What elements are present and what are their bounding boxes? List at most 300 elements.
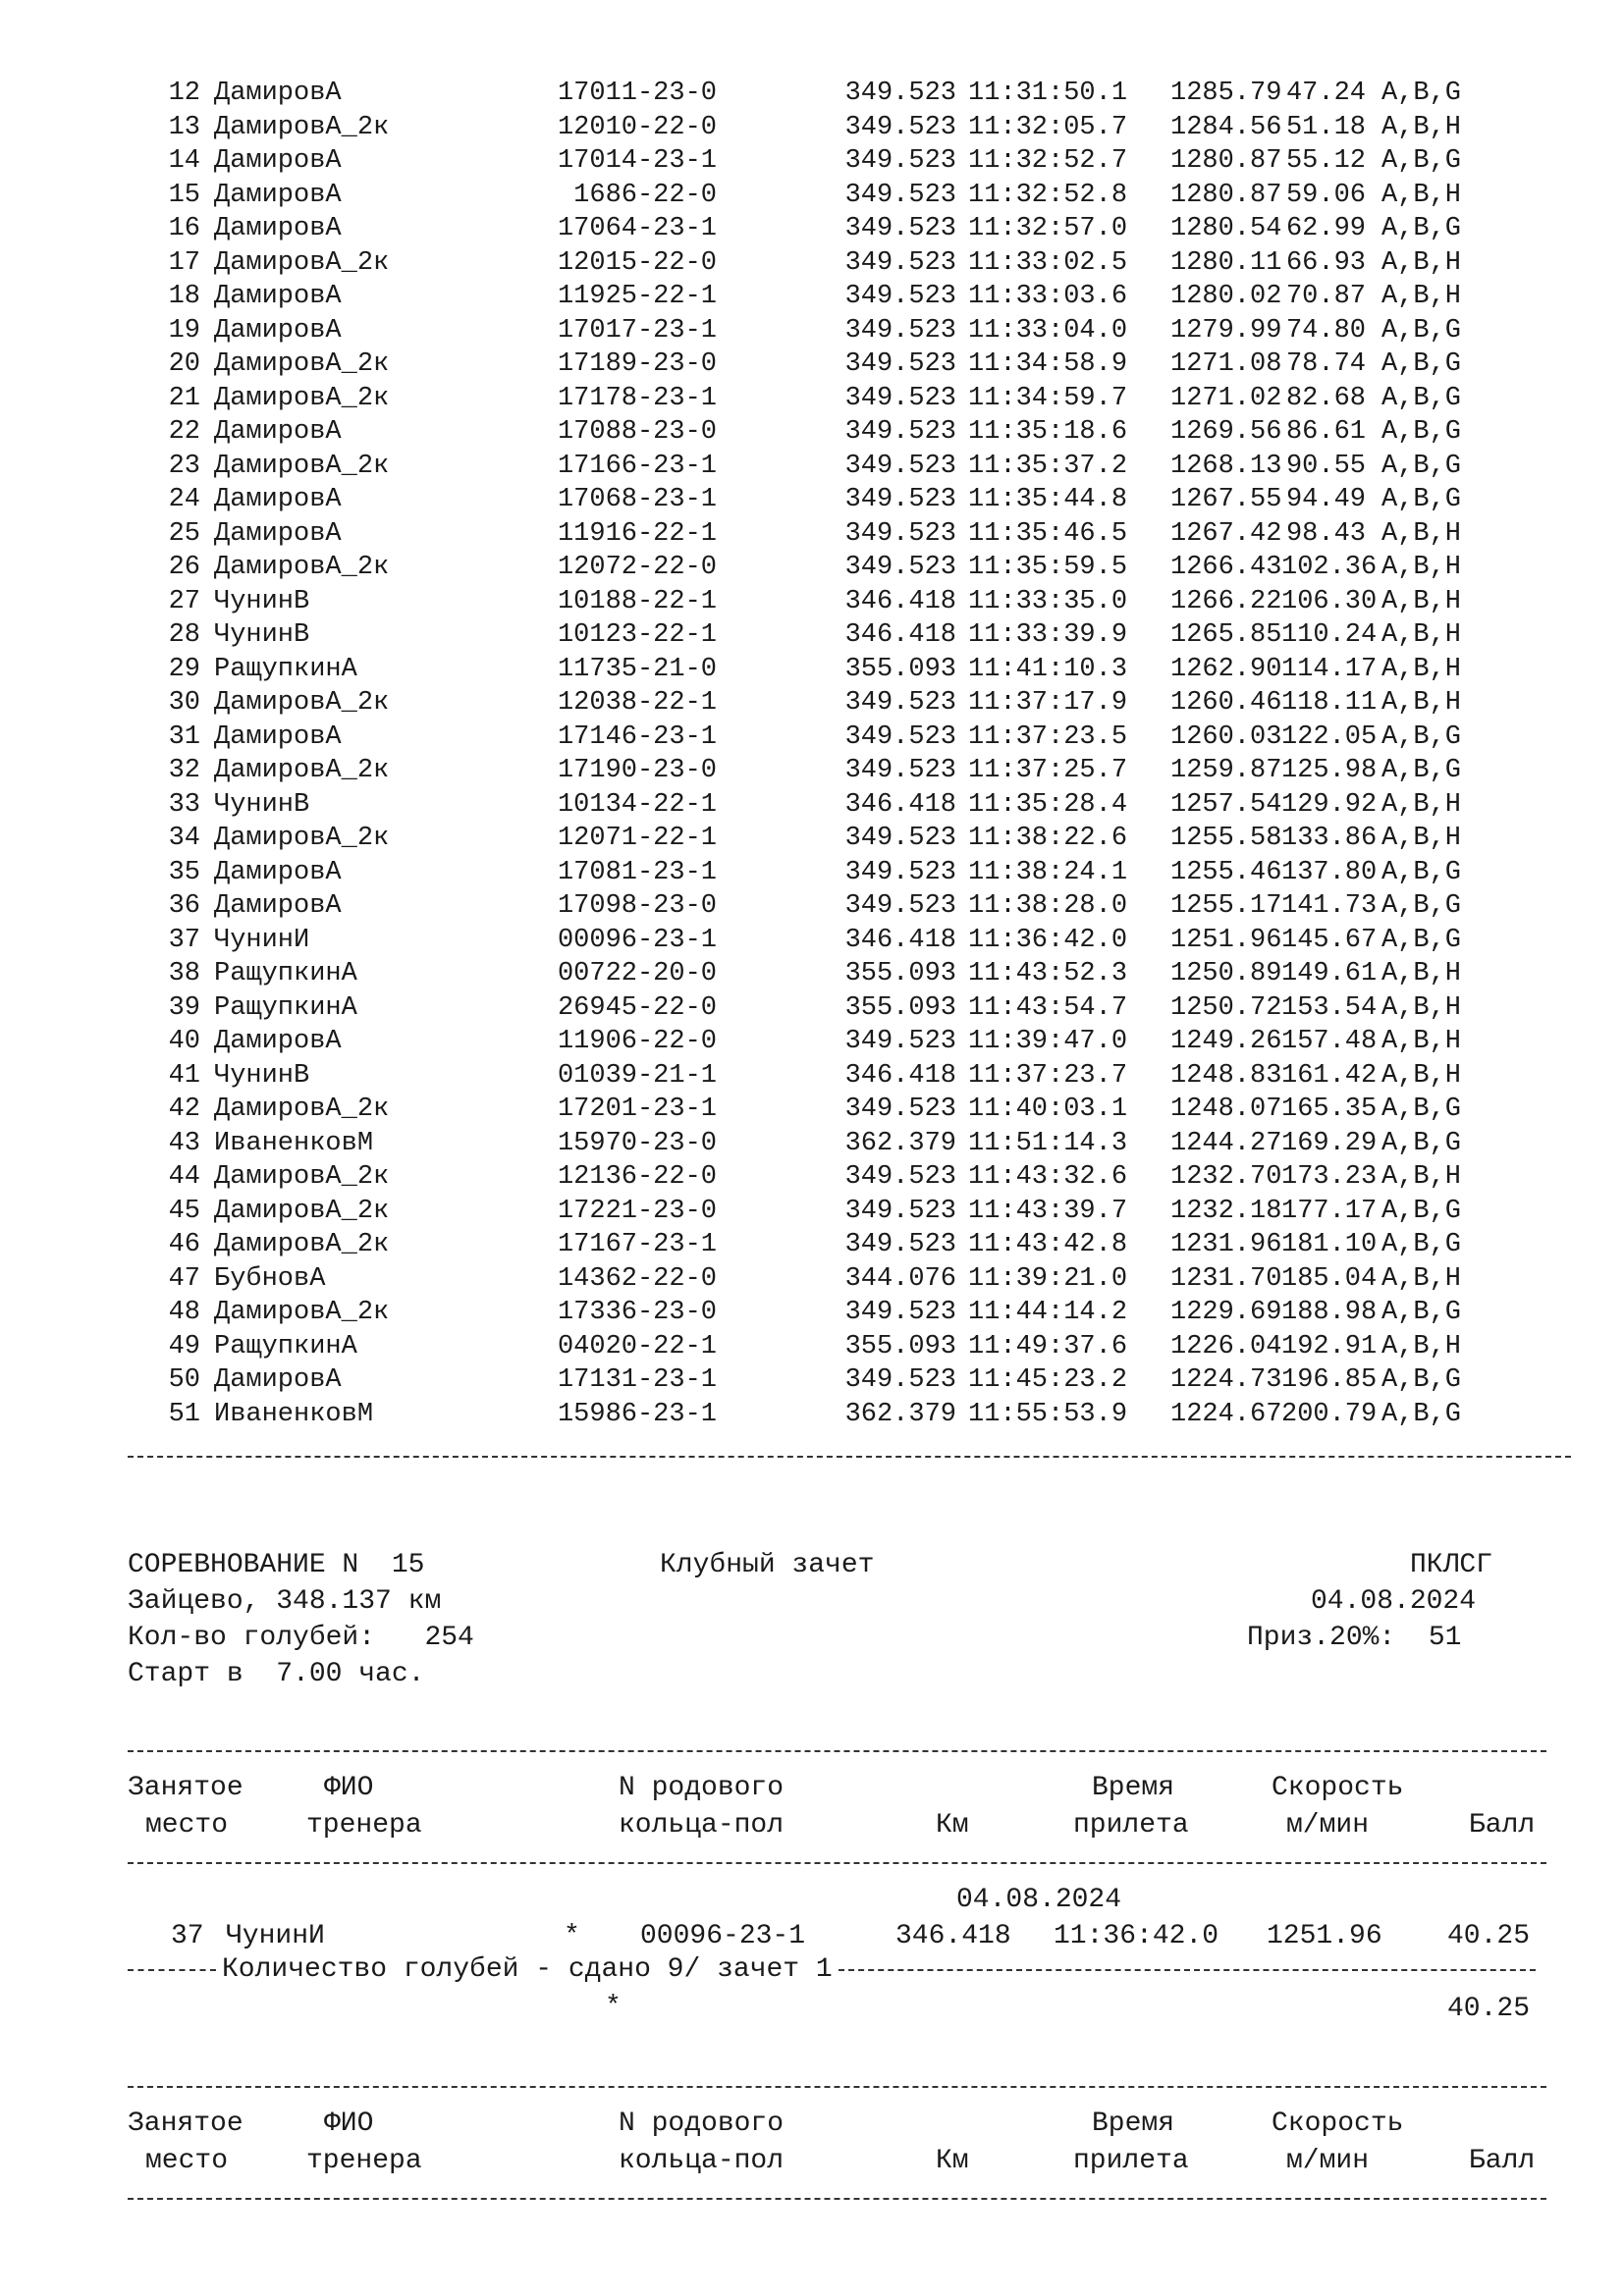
cell-score: 133.86 <box>1281 824 1378 853</box>
cell-ring: 17178-23-1 <box>557 383 717 413</box>
cell-score: 169.29 <box>1281 1128 1378 1158</box>
cell-time: 11:33:35.0 <box>968 586 1128 616</box>
cell-ring: 17336-23-0 <box>557 1298 717 1327</box>
cell-km: 349.523 <box>844 1027 956 1056</box>
cell-ring: 12010-22-0 <box>557 112 717 142</box>
cell-place: 12 <box>168 79 200 108</box>
header-separator-top <box>128 1750 1546 1752</box>
cell-speed: 1280.11 <box>1170 247 1282 278</box>
cell-km: 349.523 <box>844 282 956 311</box>
cell-speed: 1250.89 <box>1170 959 1282 988</box>
cell-score: 188.98 <box>1281 1298 1378 1327</box>
header-time: Время <box>1092 1773 1175 1803</box>
cell-place: 42 <box>168 1095 200 1124</box>
cell-speed: 1280.02 <box>1170 282 1282 311</box>
cell-cat: A,B,G <box>1381 383 1462 413</box>
cell-name: ДамировА_2к <box>214 824 390 853</box>
cell-place: 15 <box>168 180 200 210</box>
cell-time: 11:33:04.0 <box>968 315 1128 346</box>
cell-time: 11:39:21.0 <box>968 1263 1128 1294</box>
cell-name: ДамировА_2к <box>214 383 390 413</box>
cell-score: 149.61 <box>1281 959 1378 988</box>
cell-cat: A,B,H <box>1381 824 1462 853</box>
total-score: 40.25 <box>1447 1994 1531 2024</box>
birds-count: Кол-во голубей: 254 <box>128 1623 474 1653</box>
cell-ring: 11735-21-0 <box>557 654 717 684</box>
cell-time: 11:32:05.7 <box>968 112 1128 142</box>
cell-speed: 1248.07 <box>1170 1095 1282 1124</box>
cell-speed: 1251.96 <box>1170 925 1282 955</box>
cell-score: 47.24 <box>1285 79 1366 108</box>
cell-place: 48 <box>168 1298 200 1327</box>
cell-km: 349.523 <box>844 485 956 514</box>
cell-ring: 1686-22-0 <box>573 180 717 210</box>
cell-time: 11:45:23.2 <box>968 1365 1128 1395</box>
cell-ring: 17088-23-0 <box>557 417 717 447</box>
cell-name: ЧунинИ <box>214 925 310 955</box>
cell-place: 13 <box>168 112 200 142</box>
cell-speed: 1250.72 <box>1170 992 1282 1023</box>
cell-name: ДамировА <box>214 857 342 887</box>
cell-name: ДамировА <box>214 485 342 514</box>
cell-ring: 12038-22-1 <box>557 688 717 718</box>
cell-km: 349.523 <box>844 349 956 379</box>
cell-place: 47 <box>168 1263 200 1294</box>
cell-ring: 10123-22-1 <box>557 620 717 650</box>
cell-ring: 17131-23-1 <box>557 1365 717 1395</box>
cell-ring: 17167-23-1 <box>557 1230 717 1259</box>
cell-speed: 1231.96 <box>1170 1230 1282 1259</box>
cell-place: 46 <box>168 1230 200 1259</box>
competition-title: СОРЕВНОВАНИЕ N 15 <box>128 1550 425 1580</box>
cell-ring: 17189-23-0 <box>557 349 717 379</box>
cell-speed: 1265.85 <box>1170 620 1282 650</box>
cell-km: 355.093 <box>844 654 956 684</box>
cell-score: 185.04 <box>1281 1263 1378 1294</box>
cell-ring: 17201-23-1 <box>557 1095 717 1124</box>
result-score: 40.25 <box>1447 1921 1531 1951</box>
header2-score: Балл <box>1469 2146 1536 2176</box>
cell-km: 355.093 <box>844 992 956 1023</box>
cell-cat: A,B,H <box>1381 112 1462 142</box>
cell-time: 11:34:58.9 <box>968 349 1128 379</box>
cell-km: 349.523 <box>844 824 956 853</box>
header-ring-2: кольца-пол <box>619 1810 785 1841</box>
cell-name: ДамировА_2к <box>214 756 390 785</box>
cell-name: ДамировА_2к <box>214 553 390 582</box>
cell-speed: 1231.70 <box>1170 1263 1282 1294</box>
header-name: ФИО <box>324 1773 374 1803</box>
header2-ring: N родового <box>619 2109 785 2139</box>
cell-name: РащупкинА <box>214 1331 357 1362</box>
cell-place: 40 <box>168 1027 200 1056</box>
cell-km: 346.418 <box>844 925 956 955</box>
cell-ring: 12015-22-0 <box>557 247 717 278</box>
cell-cat: A,B,G <box>1381 1298 1462 1327</box>
cell-km: 349.523 <box>844 1162 956 1192</box>
cell-speed: 1279.99 <box>1170 315 1282 346</box>
cell-name: ДамировА <box>214 1027 342 1056</box>
header2-name: ФИО <box>324 2109 374 2139</box>
cell-place: 24 <box>168 485 200 514</box>
cell-name: ЧунинВ <box>214 789 310 820</box>
cell-place: 50 <box>168 1365 200 1395</box>
cell-speed: 1248.83 <box>1170 1060 1282 1091</box>
cell-cat: A,B,G <box>1381 1399 1462 1429</box>
header-time-2: прилета <box>1073 1810 1189 1841</box>
cell-place: 18 <box>168 282 200 311</box>
cell-ring: 12136-22-0 <box>557 1162 717 1192</box>
cell-speed: 1284.56 <box>1170 112 1282 142</box>
header2-place-2: место <box>145 2146 229 2176</box>
cell-km: 349.523 <box>844 1230 956 1259</box>
cell-km: 349.523 <box>844 1365 956 1395</box>
cell-cat: A,B,G <box>1381 451 1462 481</box>
cell-name: ЧунинВ <box>214 1060 310 1091</box>
cell-score: 82.68 <box>1285 383 1366 413</box>
cell-place: 19 <box>168 315 200 346</box>
cell-place: 29 <box>168 654 200 684</box>
cell-speed: 1269.56 <box>1170 417 1282 447</box>
cell-score: 165.35 <box>1281 1095 1378 1124</box>
cell-km: 349.523 <box>844 112 956 142</box>
cell-score: 114.17 <box>1281 654 1378 684</box>
cell-speed: 1229.69 <box>1170 1298 1282 1327</box>
cell-cat: A,B,G <box>1381 756 1462 785</box>
cell-score: 86.61 <box>1285 417 1366 447</box>
cell-ring: 17098-23-0 <box>557 891 717 921</box>
cell-km: 349.523 <box>844 1196 956 1226</box>
header2-place: Занятое <box>128 2109 244 2139</box>
cell-time: 11:43:32.6 <box>968 1162 1128 1192</box>
cell-km: 346.418 <box>844 789 956 820</box>
cell-place: 31 <box>168 721 200 752</box>
cell-ring: 11906-22-0 <box>557 1027 717 1056</box>
cell-cat: A,B,H <box>1381 1027 1462 1056</box>
cell-km: 349.523 <box>844 1095 956 1124</box>
cell-score: 94.49 <box>1285 485 1366 514</box>
cell-km: 349.523 <box>844 721 956 752</box>
cell-cat: A,B,H <box>1381 282 1462 311</box>
header-score: Балл <box>1469 1810 1536 1841</box>
cell-cat: A,B,G <box>1381 79 1462 108</box>
cell-place: 16 <box>168 214 200 243</box>
cell-place: 38 <box>168 959 200 988</box>
cell-time: 11:37:17.9 <box>968 688 1128 718</box>
cell-place: 33 <box>168 789 200 820</box>
cell-name: ДамировА <box>214 1365 342 1395</box>
result-km: 346.418 <box>895 1921 1011 1951</box>
cell-cat: A,B,H <box>1381 789 1462 820</box>
cell-speed: 1280.87 <box>1170 180 1282 210</box>
separator-line <box>128 1456 1571 1458</box>
cell-name: ДамировА_2к <box>214 349 390 379</box>
cell-cat: A,B,G <box>1381 349 1462 379</box>
cell-km: 349.523 <box>844 891 956 921</box>
cell-ring: 15970-23-0 <box>557 1128 717 1158</box>
cell-speed: 1260.46 <box>1170 688 1282 718</box>
cell-place: 35 <box>168 857 200 887</box>
cell-ring: 01039-21-1 <box>557 1060 717 1091</box>
cell-km: 355.093 <box>844 1331 956 1362</box>
cell-cat: A,B,G <box>1381 857 1462 887</box>
cell-speed: 1280.87 <box>1170 146 1282 176</box>
cell-score: 90.55 <box>1285 451 1366 481</box>
header-speed-2: м/мин <box>1286 1810 1370 1841</box>
cell-place: 36 <box>168 891 200 921</box>
cell-speed: 1244.27 <box>1170 1128 1282 1158</box>
cell-speed: 1257.54 <box>1170 789 1282 820</box>
cell-name: РащупкинА <box>214 992 357 1023</box>
cell-name: ДамировА_2к <box>214 1095 390 1124</box>
cell-cat: A,B,H <box>1381 688 1462 718</box>
cell-cat: A,B,G <box>1381 315 1462 346</box>
cell-km: 344.076 <box>844 1263 956 1294</box>
cell-cat: A,B,H <box>1381 180 1462 210</box>
cell-place: 44 <box>168 1162 200 1192</box>
result-time: 11:36:42.0 <box>1054 1921 1219 1951</box>
cell-time: 11:35:28.4 <box>968 789 1128 820</box>
cell-time: 11:35:37.2 <box>968 451 1128 481</box>
header2-speed-2: м/мин <box>1286 2146 1370 2176</box>
cell-name: ДамировА_2к <box>214 688 390 718</box>
cell-name: ДамировА <box>214 180 342 210</box>
cell-speed: 1226.04 <box>1170 1331 1282 1362</box>
summary-text: Количество голубей - сдано 9/ зачет 1 <box>222 1954 833 1985</box>
cell-ring: 12071-22-1 <box>557 824 717 853</box>
cell-km: 349.523 <box>844 247 956 278</box>
cell-ring: 26945-22-0 <box>557 992 717 1023</box>
cell-ring: 15986-23-1 <box>557 1399 717 1429</box>
cell-name: ДамировА <box>214 315 342 346</box>
cell-ring: 04020-22-1 <box>557 1331 717 1362</box>
cell-km: 355.093 <box>844 959 956 988</box>
cell-km: 349.523 <box>844 79 956 108</box>
cell-name: ИваненковМ <box>214 1399 374 1429</box>
header-km: Км <box>936 1810 969 1841</box>
cell-km: 349.523 <box>844 146 956 176</box>
cell-cat: A,B,G <box>1381 721 1462 752</box>
result-speed: 1251.96 <box>1267 1921 1382 1951</box>
cell-score: 141.73 <box>1281 891 1378 921</box>
cell-score: 173.23 <box>1281 1162 1378 1192</box>
cell-time: 11:37:25.7 <box>968 756 1128 785</box>
cell-time: 11:40:03.1 <box>968 1095 1128 1124</box>
cell-ring: 17166-23-1 <box>557 451 717 481</box>
cell-name: РащупкинА <box>214 654 357 684</box>
header2-time-2: прилета <box>1073 2146 1189 2176</box>
cell-score: 106.30 <box>1281 586 1378 616</box>
cell-speed: 1232.18 <box>1170 1196 1282 1226</box>
cell-ring: 17064-23-1 <box>557 214 717 243</box>
cell-name: ИваненковМ <box>214 1128 374 1158</box>
cell-ring: 17190-23-0 <box>557 756 717 785</box>
cell-time: 11:32:57.0 <box>968 214 1128 243</box>
cell-speed: 1260.03 <box>1170 721 1282 752</box>
cell-name: ДамировА <box>214 282 342 311</box>
cell-name: ЧунинВ <box>214 620 310 650</box>
cell-cat: A,B,G <box>1381 925 1462 955</box>
header-ring: N родового <box>619 1773 785 1803</box>
cell-time: 11:44:14.2 <box>968 1298 1128 1327</box>
cell-score: 66.93 <box>1285 247 1366 278</box>
cell-speed: 1249.26 <box>1170 1027 1282 1056</box>
cell-ring: 14362-22-0 <box>557 1263 717 1294</box>
cell-km: 362.379 <box>844 1399 956 1429</box>
cell-ring: 00096-23-1 <box>557 925 717 955</box>
start-time: Старт в 7.00 час. <box>128 1659 425 1689</box>
cell-score: 51.18 <box>1285 112 1366 142</box>
cell-name: ДамировА_2к <box>214 247 390 278</box>
cell-cat: A,B,H <box>1381 247 1462 278</box>
cell-name: ДамировА <box>214 891 342 921</box>
cell-name: ДамировА_2к <box>214 1230 390 1259</box>
cell-time: 11:31:50.1 <box>968 79 1128 108</box>
cell-time: 11:33:03.6 <box>968 282 1128 311</box>
cell-score: 55.12 <box>1285 146 1366 176</box>
cell-ring: 10134-22-1 <box>557 789 717 820</box>
cell-cat: A,B,H <box>1381 553 1462 582</box>
cell-ring: 00722-20-0 <box>557 959 717 988</box>
result-mark: * <box>564 1921 580 1951</box>
cell-name: ДамировА <box>214 721 342 752</box>
cell-name: ДамировА <box>214 214 342 243</box>
cell-cat: A,B,G <box>1381 1128 1462 1158</box>
cell-speed: 1271.08 <box>1170 349 1282 379</box>
cell-time: 11:35:44.8 <box>968 485 1128 514</box>
cell-score: 137.80 <box>1281 857 1378 887</box>
cell-score: 196.85 <box>1281 1365 1378 1395</box>
cell-cat: A,B,G <box>1381 1196 1462 1226</box>
header2-name-2: тренера <box>306 2146 422 2176</box>
cell-place: 17 <box>168 247 200 278</box>
cell-score: 98.43 <box>1285 518 1366 549</box>
cell-name: ДамировА_2к <box>214 1162 390 1192</box>
cell-cat: A,B,G <box>1381 1365 1462 1395</box>
header-name-2: тренера <box>306 1810 422 1841</box>
cell-name: ДамировА_2к <box>214 1196 390 1226</box>
club-name: ПКЛСГ <box>1410 1550 1493 1580</box>
cell-time: 11:35:59.5 <box>968 553 1128 582</box>
cell-km: 349.523 <box>844 756 956 785</box>
cell-place: 27 <box>168 586 200 616</box>
cell-score: 59.06 <box>1285 180 1366 210</box>
cell-place: 26 <box>168 553 200 582</box>
cell-score: 153.54 <box>1281 992 1378 1023</box>
cell-speed: 1266.43 <box>1170 553 1282 582</box>
cell-place: 37 <box>168 925 200 955</box>
cell-place: 51 <box>168 1399 200 1429</box>
cell-cat: A,B,G <box>1381 891 1462 921</box>
cell-cat: A,B,G <box>1381 417 1462 447</box>
cell-place: 39 <box>168 992 200 1023</box>
cell-ring: 17146-23-1 <box>557 721 717 752</box>
cell-time: 11:51:14.3 <box>968 1128 1128 1158</box>
header2-time: Время <box>1092 2109 1175 2139</box>
cell-time: 11:35:18.6 <box>968 417 1128 447</box>
cell-place: 43 <box>168 1128 200 1158</box>
cell-place: 41 <box>168 1060 200 1091</box>
cell-km: 346.418 <box>844 1060 956 1091</box>
cell-ring: 17068-23-1 <box>557 485 717 514</box>
cell-speed: 1285.79 <box>1170 79 1282 108</box>
cell-ring: 11916-22-1 <box>557 518 717 549</box>
cell-speed: 1224.73 <box>1170 1365 1282 1395</box>
cell-time: 11:38:22.6 <box>968 824 1128 853</box>
cell-cat: A,B,H <box>1381 1162 1462 1192</box>
header2-km: Км <box>936 2146 969 2176</box>
cell-score: 177.17 <box>1281 1196 1378 1226</box>
cell-name: БубновА <box>214 1263 326 1294</box>
cell-speed: 1255.58 <box>1170 824 1282 853</box>
cell-score: 110.24 <box>1281 620 1378 650</box>
cell-km: 346.418 <box>844 586 956 616</box>
cell-time: 11:43:52.3 <box>968 959 1128 988</box>
cell-time: 11:33:02.5 <box>968 247 1128 278</box>
cell-score: 122.05 <box>1281 721 1378 752</box>
cell-ring: 11925-22-1 <box>557 282 717 311</box>
header-place: Занятое <box>128 1773 244 1803</box>
cell-time: 11:33:39.9 <box>968 620 1128 650</box>
cell-score: 70.87 <box>1285 282 1366 311</box>
cell-time: 11:41:10.3 <box>968 654 1128 684</box>
cell-cat: A,B,G <box>1381 146 1462 176</box>
cell-km: 349.523 <box>844 1298 956 1327</box>
cell-speed: 1268.13 <box>1170 451 1282 481</box>
cell-cat: A,B,H <box>1381 586 1462 616</box>
cell-time: 11:32:52.7 <box>968 146 1128 176</box>
cell-speed: 1224.67 <box>1170 1399 1282 1429</box>
cell-cat: A,B,G <box>1381 1095 1462 1124</box>
cell-cat: A,B,H <box>1381 1331 1462 1362</box>
result-name: ЧунинИ <box>226 1921 325 1951</box>
cell-time: 11:55:53.9 <box>968 1399 1128 1429</box>
cell-score: 161.42 <box>1281 1060 1378 1091</box>
cell-time: 11:49:37.6 <box>968 1331 1128 1362</box>
cell-name: ДамировА <box>214 79 342 108</box>
header2-separator-bottom <box>128 2198 1546 2200</box>
cell-speed: 1267.42 <box>1170 518 1282 549</box>
cell-name: ДамировА <box>214 146 342 176</box>
cell-km: 362.379 <box>844 1128 956 1158</box>
cell-speed: 1267.55 <box>1170 485 1282 514</box>
cell-speed: 1262.90 <box>1170 654 1282 684</box>
cell-name: ДамировА_2к <box>214 451 390 481</box>
cell-time: 11:43:42.8 <box>968 1230 1128 1259</box>
header2-separator-top <box>128 2086 1546 2088</box>
cell-speed: 1232.70 <box>1170 1162 1282 1192</box>
cell-time: 11:36:42.0 <box>968 925 1128 955</box>
cell-time: 11:38:24.1 <box>968 857 1128 887</box>
result-place: 37 <box>171 1921 204 1951</box>
result-ring: 00096-23-1 <box>640 1921 806 1951</box>
header-separator-bottom <box>128 1862 1546 1864</box>
cell-cat: A,B,G <box>1381 214 1462 243</box>
cell-cat: A,B,H <box>1381 620 1462 650</box>
cell-speed: 1280.54 <box>1170 214 1282 243</box>
cell-time: 11:43:39.7 <box>968 1196 1128 1226</box>
cell-km: 349.523 <box>844 857 956 887</box>
cell-score: 129.92 <box>1281 789 1378 820</box>
cell-score: 181.10 <box>1281 1230 1378 1259</box>
summary-line <box>128 1953 1542 1987</box>
cell-ring: 12072-22-0 <box>557 553 717 582</box>
cell-cat: A,B,H <box>1381 518 1462 549</box>
cell-km: 349.523 <box>844 518 956 549</box>
cell-score: 192.91 <box>1281 1331 1378 1362</box>
cell-place: 45 <box>168 1196 200 1226</box>
cell-km: 349.523 <box>844 417 956 447</box>
